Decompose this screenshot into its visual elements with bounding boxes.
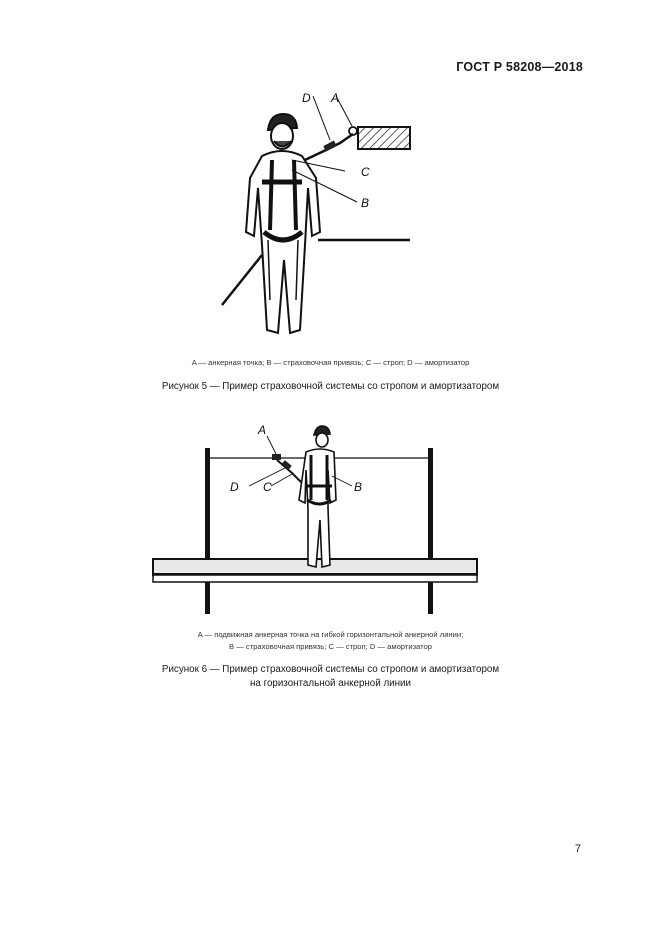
figure6-label-a: A — [258, 423, 267, 437]
page-number: 7 — [574, 843, 581, 855]
figure-5-caption: Рисунок 5 — Пример страховочной системы со стропом и амортизатором — [161, 381, 500, 392]
figure-6-illustration — [150, 420, 482, 616]
figure-6-legend-line-2: B — страховочная привязь; C — строп; D — амортизатор — [229, 642, 432, 651]
figure6-label-c: C — [263, 480, 272, 494]
figure6-label-d: D — [230, 480, 239, 494]
shock-absorber — [323, 141, 336, 152]
figure5-label-c: C — [361, 165, 370, 179]
anchor-structure — [358, 127, 410, 149]
figure5-label-b: B — [361, 196, 370, 210]
document-code: ГОСТ Р 58208—2018 — [456, 60, 583, 74]
figure-6-legend-line-1: A — подвижная анкерная точка на гибкой горизонтальной анкерной линии; — [197, 630, 464, 639]
figure-5-illustration — [200, 86, 420, 346]
figure6-label-b: B — [354, 480, 363, 494]
worker-figure-2 — [299, 426, 336, 567]
sliding-anchor — [272, 454, 281, 460]
figure5-label-a: A — [331, 91, 340, 105]
worker-figure — [246, 114, 320, 333]
figure5-label-d: D — [302, 91, 311, 105]
figure-5-legend: A — анкерная точка; B — страховочная привязь; C — строп; D — амортизатор — [191, 358, 470, 367]
figure-6-caption-line-1: Рисунок 6 — Пример страховочной системы со стропом и амортизатором — [161, 664, 500, 675]
lanyard — [277, 460, 302, 483]
figure-6-caption-line-2: на горизонтальной анкерной линии — [250, 678, 411, 689]
anchor-point — [349, 127, 357, 135]
